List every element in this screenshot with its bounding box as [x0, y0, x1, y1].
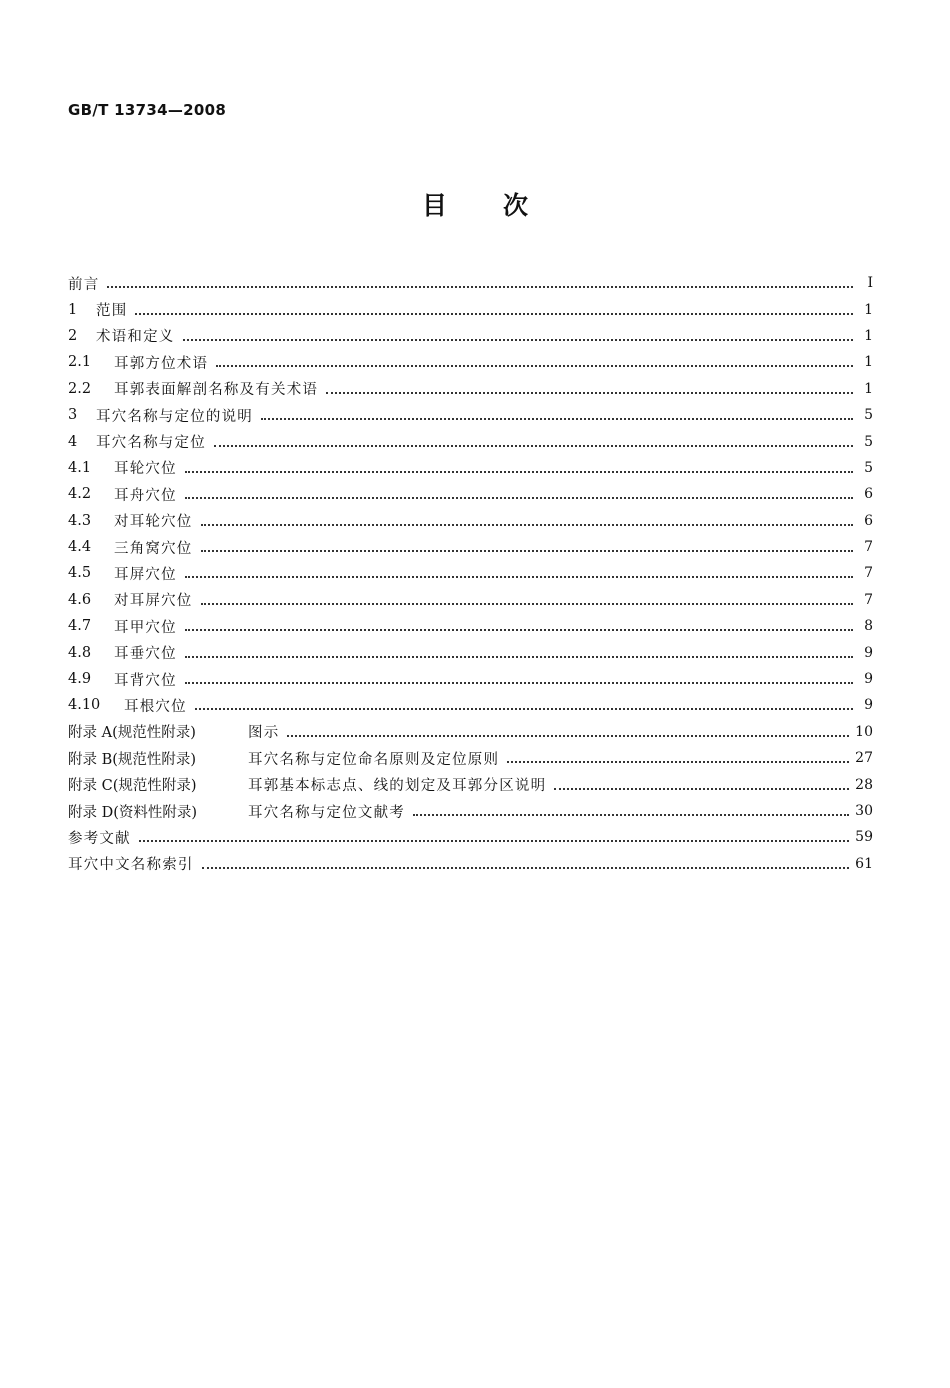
toc-entry-label: 耳穴名称与定位文献考 — [248, 804, 405, 821]
toc-page-number: 9 — [864, 697, 873, 714]
toc-entry-number: 4.1 — [68, 459, 92, 476]
toc-entry-4-1[interactable] — [68, 455, 873, 481]
toc-leader-dots — [185, 485, 853, 499]
toc-leader-dots — [507, 749, 849, 763]
toc-leader-dots — [201, 538, 854, 552]
toc-page-number: 7 — [864, 591, 873, 608]
table-of-contents — [68, 270, 873, 877]
toc-entry-4-4[interactable] — [68, 534, 873, 560]
toc-entry-number: 4 — [68, 433, 78, 450]
toc-page-number: 7 — [864, 565, 873, 582]
toc-leader-dots — [287, 723, 849, 737]
toc-entry-number: 附录 D(资料性附录) — [68, 804, 198, 821]
toc-entry-label: 耳垂穴位 — [114, 646, 177, 663]
toc-entry-label: 耳穴名称与定位 — [96, 435, 206, 452]
toc-entry-number: 4.9 — [68, 671, 92, 688]
toc-entry-4-6[interactable] — [68, 587, 873, 613]
toc-page-number: 6 — [864, 486, 873, 503]
toc-leader-dots — [202, 855, 850, 869]
toc-entry-label: 耳轮穴位 — [114, 461, 177, 478]
toc-leader-dots — [195, 696, 853, 710]
toc-entry-4[interactable] — [68, 428, 873, 454]
toc-entry-references[interactable] — [68, 824, 873, 850]
toc-page-number: 5 — [864, 407, 873, 424]
toc-entry-4-9[interactable] — [68, 666, 873, 692]
toc-page-number: 1 — [864, 354, 873, 371]
toc-page-number: 28 — [855, 776, 873, 793]
toc-entry-number: 附录 C(规范性附录) — [68, 778, 197, 795]
toc-page-number: 8 — [864, 618, 873, 635]
toc-entry-label: 三角窝穴位 — [114, 540, 193, 557]
toc-leader-dots — [201, 591, 854, 605]
toc-page-number: 59 — [855, 829, 873, 846]
toc-entry-label: 耳屏穴位 — [114, 566, 177, 583]
toc-leader-dots — [185, 459, 853, 473]
toc-entry-number: 2.1 — [68, 354, 92, 371]
toc-entry-1[interactable] — [68, 296, 873, 322]
toc-entry-number: 4.3 — [68, 512, 92, 529]
toc-entry-number: 2.2 — [68, 380, 92, 397]
toc-entry-label: 耳穴名称与定位命名原则及定位原则 — [248, 751, 500, 768]
toc-entry-label: 对耳屏穴位 — [114, 593, 193, 610]
toc-entry-appendix-b[interactable] — [68, 745, 873, 771]
toc-page-number: 9 — [864, 644, 873, 661]
toc-page-number: 1 — [864, 380, 873, 397]
toc-leader-dots — [201, 512, 854, 526]
toc-entry-number: 4.7 — [68, 618, 92, 635]
page-title: 目次 — [421, 191, 584, 220]
toc-entry-label: 耳郭方位术语 — [114, 355, 209, 372]
toc-leader-dots — [135, 301, 853, 315]
toc-entry-4-10[interactable] — [68, 692, 873, 718]
toc-leader-dots — [214, 433, 853, 447]
toc-entry-label: 耳郭基本标志点、线的划定及耳郭分区说明 — [248, 778, 547, 795]
toc-page-number: 1 — [864, 327, 873, 344]
toc-page-number: 5 — [864, 433, 873, 450]
toc-entry-label: 术语和定义 — [96, 329, 175, 346]
toc-entry-number: 4.2 — [68, 486, 92, 503]
toc-entry-number: 4.5 — [68, 565, 92, 582]
toc-leader-dots — [185, 644, 853, 658]
toc-leader-dots — [185, 617, 853, 631]
toc-page-number: 7 — [864, 539, 873, 556]
toc-leader-dots — [216, 353, 853, 367]
toc-entry-number: 1 — [68, 301, 78, 318]
toc-page-number: 9 — [864, 671, 873, 688]
toc-entry-index[interactable] — [68, 851, 873, 877]
toc-page-number: 30 — [855, 803, 873, 819]
toc-entry-label: 图示 — [248, 725, 280, 742]
toc-entry-number: 3 — [68, 407, 78, 424]
toc-page-number: 6 — [864, 512, 873, 529]
toc-page-number: 27 — [855, 750, 873, 767]
toc-entry-foreword[interactable] — [68, 270, 873, 296]
toc-entry-number: 2 — [68, 327, 78, 344]
toc-leader-dots — [554, 776, 849, 790]
toc-entry-appendix-c[interactable] — [68, 771, 873, 797]
toc-page-number: 1 — [864, 301, 873, 318]
toc-entry-label: 耳舟穴位 — [114, 487, 177, 504]
toc-entry-label: 参考文献 — [68, 830, 131, 847]
toc-leader-dots — [326, 380, 853, 394]
toc-entry-label: 耳背穴位 — [114, 672, 177, 689]
toc-entry-number: 附录 B(规范性附录) — [68, 751, 197, 768]
toc-page-number: 5 — [864, 459, 873, 476]
toc-entry-label: 对耳轮穴位 — [114, 514, 193, 531]
toc-entry-appendix-d[interactable] — [68, 798, 873, 824]
standard-code: GB/T 13734—2008 — [68, 101, 227, 119]
toc-entry-label: 范围 — [96, 303, 128, 320]
toc-entry-label: 耳郭表面解剖名称及有关术语 — [114, 382, 319, 399]
toc-entry-4-3[interactable] — [68, 508, 873, 534]
toc-entry-label: 耳根穴位 — [124, 698, 187, 715]
toc-entry-label: 前言 — [68, 276, 100, 293]
toc-entry-2-1[interactable] — [68, 349, 873, 375]
toc-entry-4-2[interactable] — [68, 481, 873, 507]
toc-entry-4-5[interactable] — [68, 560, 873, 586]
toc-leader-dots — [261, 406, 853, 420]
toc-leader-dots — [185, 564, 853, 578]
toc-entry-number: 4.10 — [68, 697, 101, 714]
toc-entry-3[interactable] — [68, 402, 873, 428]
toc-leader-dots — [185, 670, 853, 684]
toc-entry-4-8[interactable] — [68, 639, 873, 665]
toc-entry-label: 耳甲穴位 — [114, 619, 177, 636]
toc-entry-4-7[interactable] — [68, 613, 873, 639]
toc-entry-appendix-a[interactable] — [68, 719, 873, 745]
toc-leader-dots — [139, 828, 849, 842]
toc-leader-dots — [183, 327, 854, 341]
toc-entry-number: 4.4 — [68, 539, 92, 556]
toc-leader-dots — [413, 802, 849, 816]
toc-entry-label: 耳穴名称与定位的说明 — [96, 408, 253, 425]
toc-entry-number: 附录 A(规范性附录) — [68, 725, 196, 742]
toc-entry-number: 4.6 — [68, 591, 92, 608]
toc-entry-2-2[interactable] — [68, 376, 873, 402]
toc-page-number: 10 — [855, 723, 873, 740]
toc-page-number: I — [867, 275, 873, 292]
toc-entry-2[interactable] — [68, 323, 873, 349]
toc-page-number: 61 — [855, 855, 873, 872]
toc-entry-number: 4.8 — [68, 644, 92, 661]
toc-entry-label: 耳穴中文名称索引 — [68, 857, 194, 874]
toc-leader-dots — [107, 274, 853, 288]
